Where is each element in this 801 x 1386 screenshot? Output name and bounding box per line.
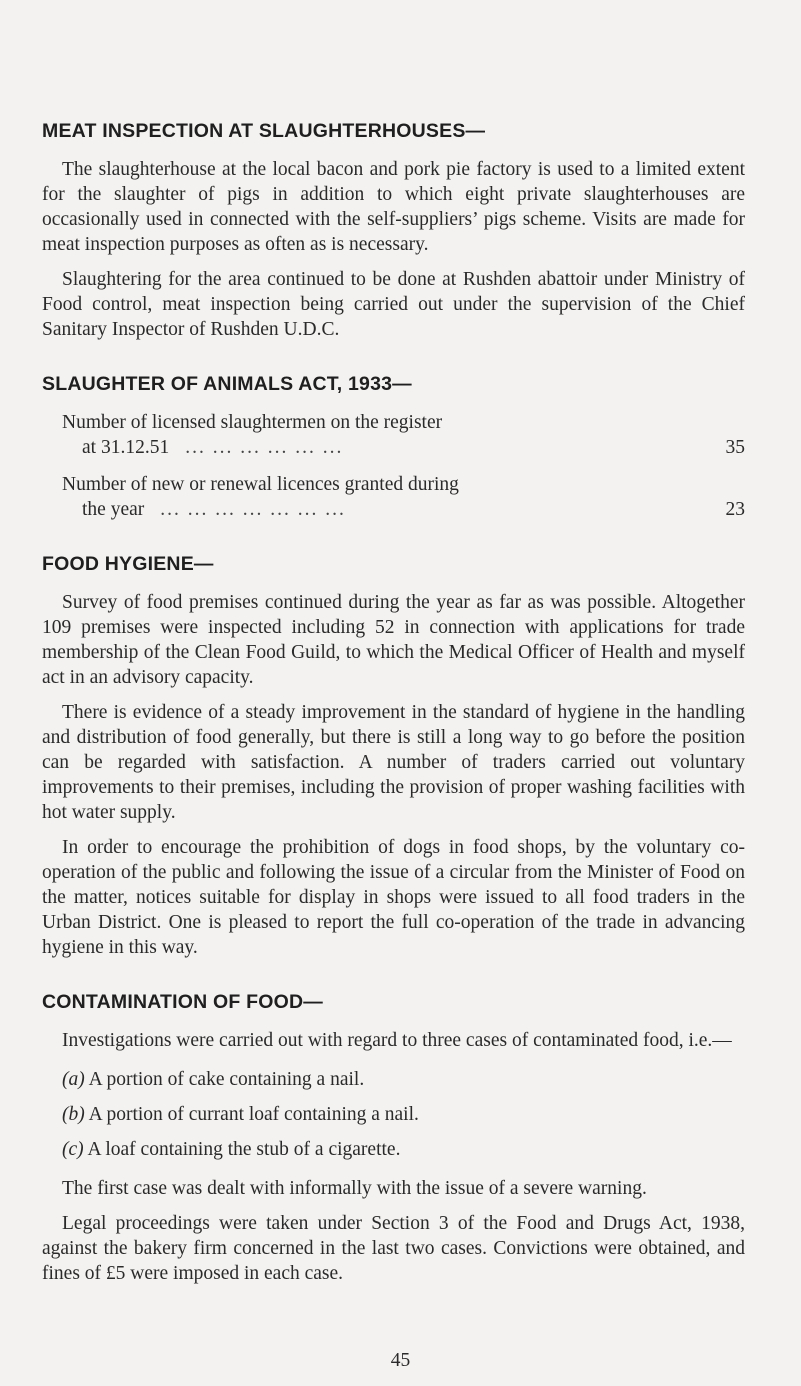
register-row-licensed bbox=[42, 410, 745, 460]
row-value: 35 bbox=[725, 437, 745, 458]
section-contamination bbox=[42, 991, 745, 1286]
paragraph: Survey of food premises continued during the year as far as was possible. Altogether 109 premises were inspected including 52 in connection with applications for trade membership of the Clean Food Guild, to which the Medical Officer of Health and myself act in an advisory capacity. bbox=[42, 592, 745, 688]
row-label-cont: at 31.12.51 bbox=[82, 437, 170, 458]
leader-dots: ... ... ... ... ... ... bbox=[185, 437, 344, 458]
item-letter: (a) bbox=[62, 1069, 85, 1090]
item-text: A portion of cake containing a nail. bbox=[88, 1069, 365, 1090]
section-food-hygiene bbox=[42, 553, 745, 960]
paragraph: Legal proceedings were taken under Section 3 of the Food and Drugs Act, 1938, against the bakery firm concerned in the last two cases. Convictions were obtained, and fines of £5 were imposed in each case. bbox=[42, 1213, 745, 1284]
paragraph: Investigations were carried out with regard to three cases of contaminated food, i.e.— bbox=[62, 1030, 732, 1051]
row-label: Number of new or renewal licences granted during bbox=[62, 474, 459, 495]
list-item bbox=[62, 1102, 745, 1127]
list-item bbox=[62, 1137, 745, 1162]
list-item bbox=[62, 1067, 745, 1092]
section-heading: MEAT INSPECTION AT SLAUGHTERHOUSES— bbox=[42, 120, 486, 142]
paragraph: There is evidence of a steady improvement in the standard of hygiene in the handling and distribution of food generally, but there is still a long way to go before the position can be regarded with satisfaction. A number of traders carried out voluntary improvements to their premises, including the provision of proper washing facilities with hot water supply. bbox=[42, 702, 745, 823]
section-heading: CONTAMINATION OF FOOD— bbox=[42, 991, 323, 1013]
paragraph: The first case was dealt with informally with the issue of a severe warning. bbox=[62, 1178, 647, 1199]
row-label-cont: the year bbox=[82, 499, 145, 520]
case-list bbox=[42, 1067, 745, 1162]
paragraph: Slaughtering for the area continued to be done at Rushden abattoir under Ministry of Food control, meat inspection being carried out under the supervision of the Chief Sanitary Inspector of Rushden U.D.C. bbox=[42, 269, 745, 340]
item-text: A loaf containing the stub of a cigarette. bbox=[87, 1139, 401, 1160]
paragraph: The slaughterhouse at the local bacon and pork pie factory is used to a limited extent for the slaughter of pigs in addition to which eight private slaughterhouses are occasionally used in connected with the self-suppliers’ pigs scheme. Visits are made for meat inspection purposes as often as is necessary. bbox=[42, 159, 745, 255]
item-text: A portion of currant loaf containing a nail. bbox=[88, 1104, 419, 1125]
section-meat-inspection bbox=[42, 120, 745, 342]
section-heading: SLAUGHTER OF ANIMALS ACT, 1933— bbox=[42, 373, 412, 395]
item-letter: (b) bbox=[62, 1104, 85, 1125]
register-row-renewals bbox=[42, 472, 745, 522]
row-label: Number of licensed slaughtermen on the register bbox=[62, 412, 443, 433]
paragraph: In order to encourage the prohibition of dogs in food shops, by the voluntary co-operation of the public and following the issue of a circular from the Minister of Food on the matter, notices suitable for display in shops were issued to all food traders in the Urban District. One is pleased to report the full co-operation of the trade in advancing hygiene in this way. bbox=[42, 837, 745, 958]
leader-dots: ... ... ... ... ... ... ... bbox=[160, 499, 346, 520]
item-letter: (c) bbox=[62, 1139, 84, 1160]
page-number: 45 bbox=[390, 1350, 411, 1371]
section-slaughter-act bbox=[42, 373, 745, 522]
row-value: 23 bbox=[725, 499, 745, 520]
section-heading: FOOD HYGIENE— bbox=[42, 553, 214, 575]
